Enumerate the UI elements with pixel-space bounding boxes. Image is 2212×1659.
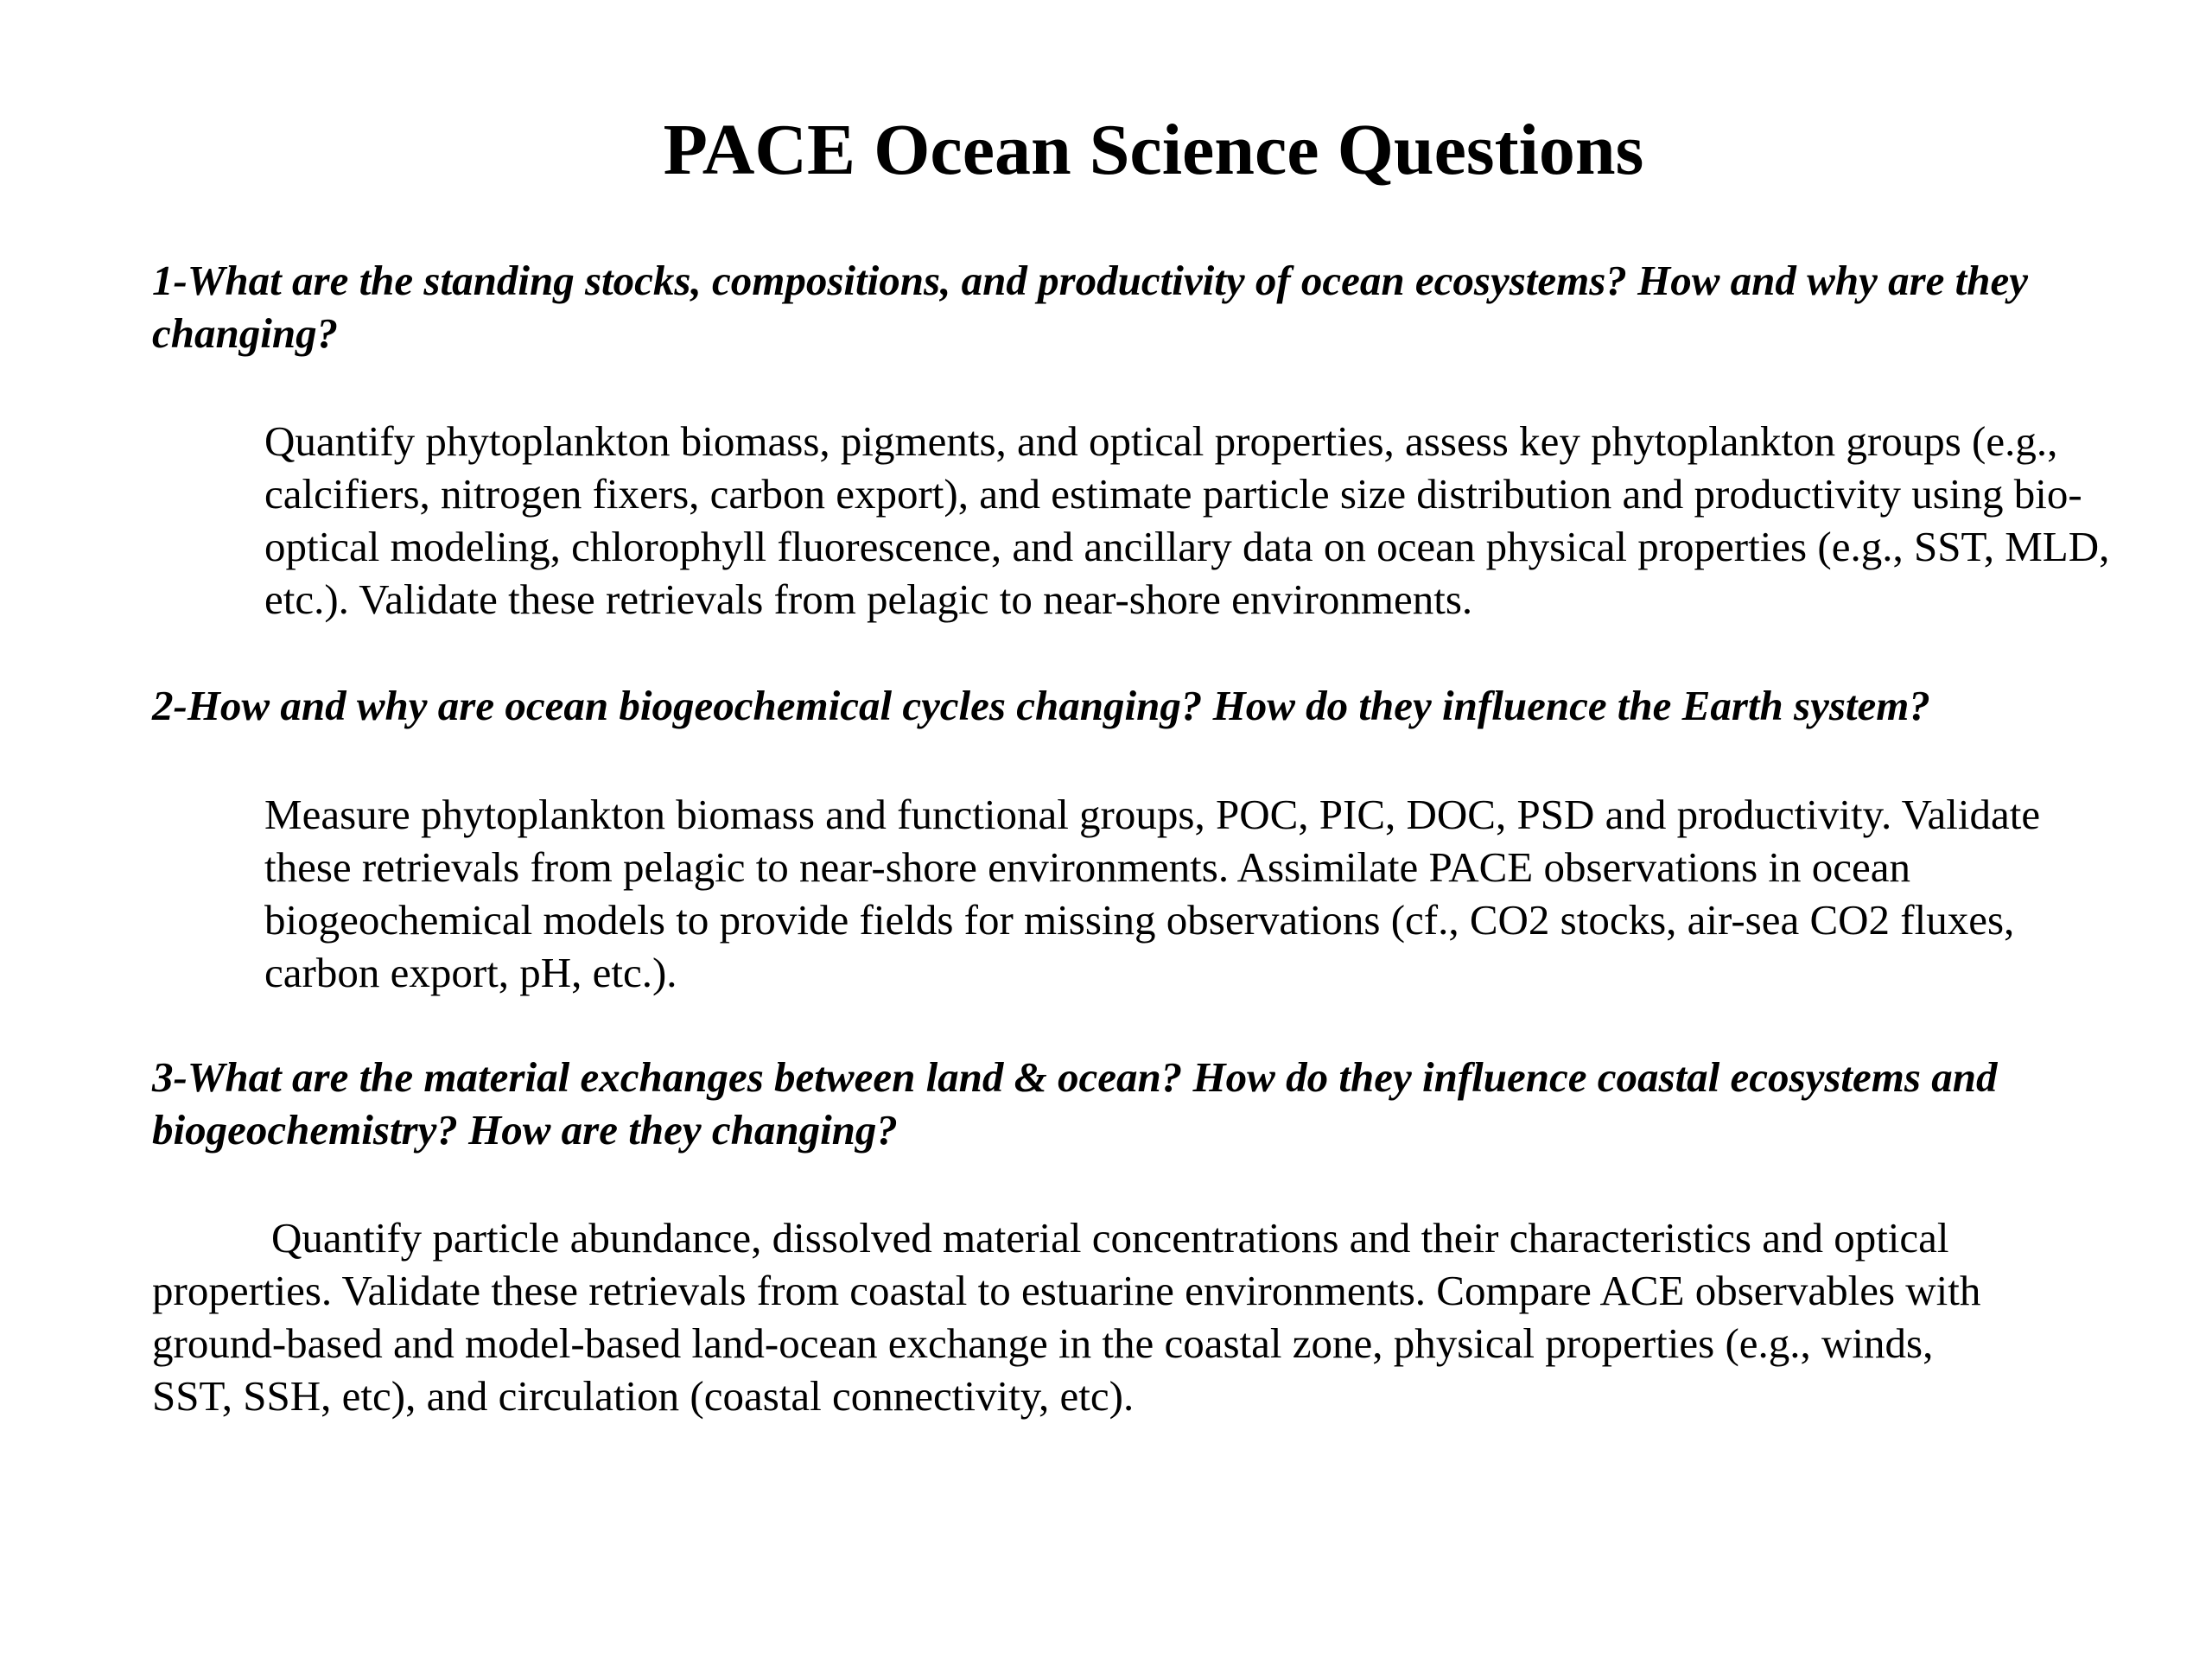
slide-title: PACE Ocean Science Questions [663, 110, 1644, 190]
answer-2: Measure phytoplankton biomass and functional groups, POC, PIC, DOC, PSD and productivity. Validate these retrievals from pelagic to near-shore environments. Assimilate PACE observations in ocean biogeochemical models to provide fields for missing observations (cf., CO2 stocks, air-sea CO2 fluxes, carbon export, pH, etc.). [264, 791, 2041, 996]
question-1: 1-What are the standing stocks, compositions, and productivity of ocean ecosystems? How and why are they changing? [152, 257, 2029, 357]
answer-1: Quantify phytoplankton biomass, pigments, and optical properties, assess key phytoplankton groups (e.g., calcifiers, nitrogen fixers, carbon export), and estimate particle size distribution and productivity using bio-optical modeling, chlorophyll fluorescence, and ancillary data on ocean physical properties (e.g., SST, MLD, etc.). Validate these retrievals from pelagic to near-shore environments. [264, 417, 2110, 623]
question-2: 2-How and why are ocean biogeochemical cycles changing? How do they influence the Earth system? [152, 682, 1930, 729]
question-3: 3-What are the material exchanges between land & ocean? How do they influence coastal ecosystems and biogeochemistry? How are they changing? [152, 1053, 1998, 1154]
answer-3: Quantify particle abundance, dissolved material concentrations and their characteristics and optical properties. Validate these retrievals from coastal to estuarine environments. Compare ACE observables with ground-based and model-based land-ocean exchange in the coastal zone, physical properties (e.g., winds, SST, SSH, etc), and circulation (coastal connectivity, etc). [152, 1214, 1981, 1420]
